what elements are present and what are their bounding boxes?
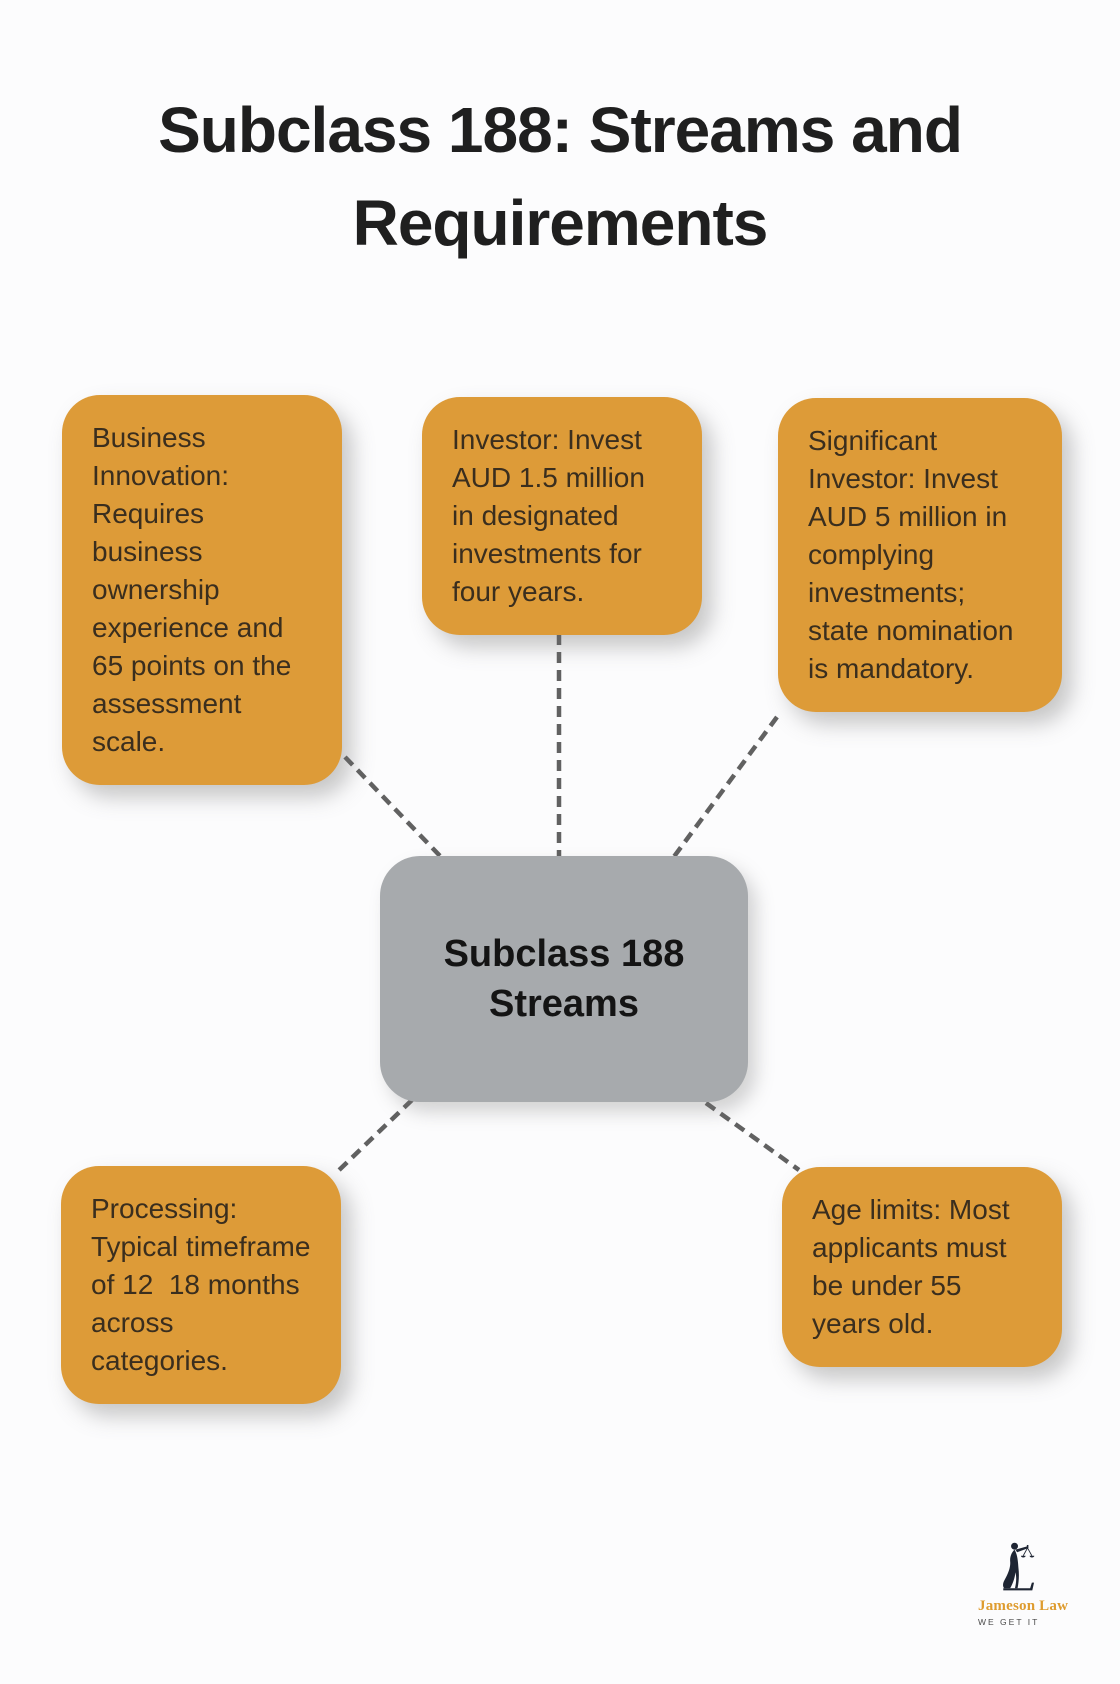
stream-node-investor: Investor: Invest AUD 1.5 million in designated investments for four years. bbox=[422, 397, 702, 635]
stream-node-business-innovation: Business Innovation: Requires business ownership experience and 65 points on the assessment scale. bbox=[62, 395, 342, 785]
stream-node-significant-investor: Significant Investor: Invest AUD 5 million in complying investments; state nomination is mandatory. bbox=[778, 398, 1062, 712]
connector-age-limits bbox=[706, 1103, 799, 1170]
brand-tagline: WE GET IT bbox=[978, 1617, 1040, 1627]
center-node bbox=[380, 856, 748, 1102]
stream-node-age-limits: Age limits: Most applicants must be under 55 years old. bbox=[782, 1167, 1062, 1367]
center-node-label: Subclass 188 Streams bbox=[443, 933, 685, 1025]
connector-business-innovation bbox=[345, 757, 442, 858]
brand-logo bbox=[978, 1538, 1088, 1627]
brand-name: Jameson Law bbox=[978, 1598, 1069, 1614]
lady-justice-icon bbox=[992, 1538, 1044, 1596]
stream-node-processing: Processing: Typical timeframe of 12 18 months across categories. bbox=[61, 1166, 341, 1404]
connector-processing bbox=[337, 1100, 412, 1172]
connector-significant-investor bbox=[673, 717, 777, 858]
page-title: Subclass 188: Streams and Requirements bbox=[158, 94, 962, 259]
